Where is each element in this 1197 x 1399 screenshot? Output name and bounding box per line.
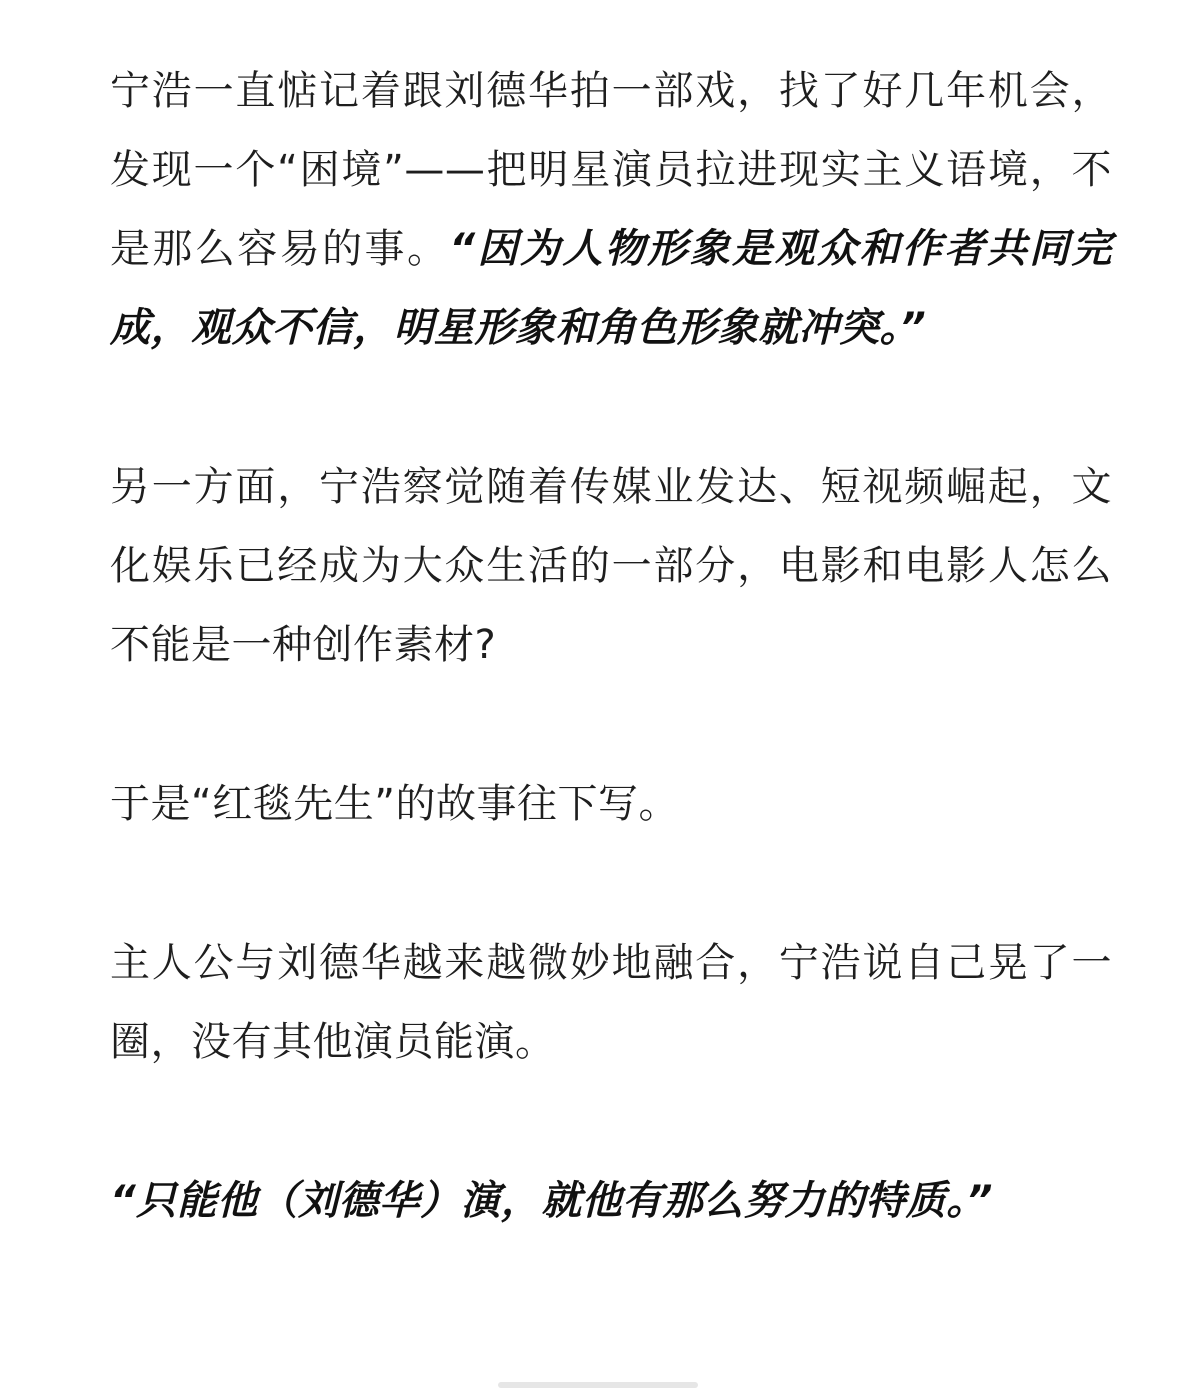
paragraph-3 [110,765,1112,844]
paragraph-2-text: 另一方面，宁浩察觉随着传媒业发达、短视频崛起，文化娱乐已经成为大众生活的一部分，电影和电影人怎么不能是一种创作素材? [110,464,1112,668]
paragraph-1-quote: “因为人物形象是观众和作者共同完成，观众不信，明星形象和角色形象就冲突。” [110,226,1113,351]
paragraph-3-text: 于是“红毯先生”的故事往下写。 [110,781,679,827]
paragraph-1-text: 宁浩一直惦记着跟刘德华拍一部戏，找了好几年机会，发现一个“困境”——把明星演员拉进现实主义语境，不是那么容易的事。 [110,68,1112,272]
paragraph-5-quote: “只能他（刘德华）演，就他有那么努力的特质。” [110,1178,994,1224]
paragraph-4 [110,924,1112,1082]
fade-segment [498,1382,698,1388]
paragraph-5 [110,1162,1112,1241]
paragraph-2 [110,448,1112,685]
bottom-fade-bar [498,1382,698,1396]
paragraph-1 [110,52,1112,368]
paragraph-4-text: 主人公与刘德华越来越微妙地融合，宁浩说自己晃了一圈，没有其他演员能演。 [110,940,1112,1065]
article-body [110,52,1112,1241]
